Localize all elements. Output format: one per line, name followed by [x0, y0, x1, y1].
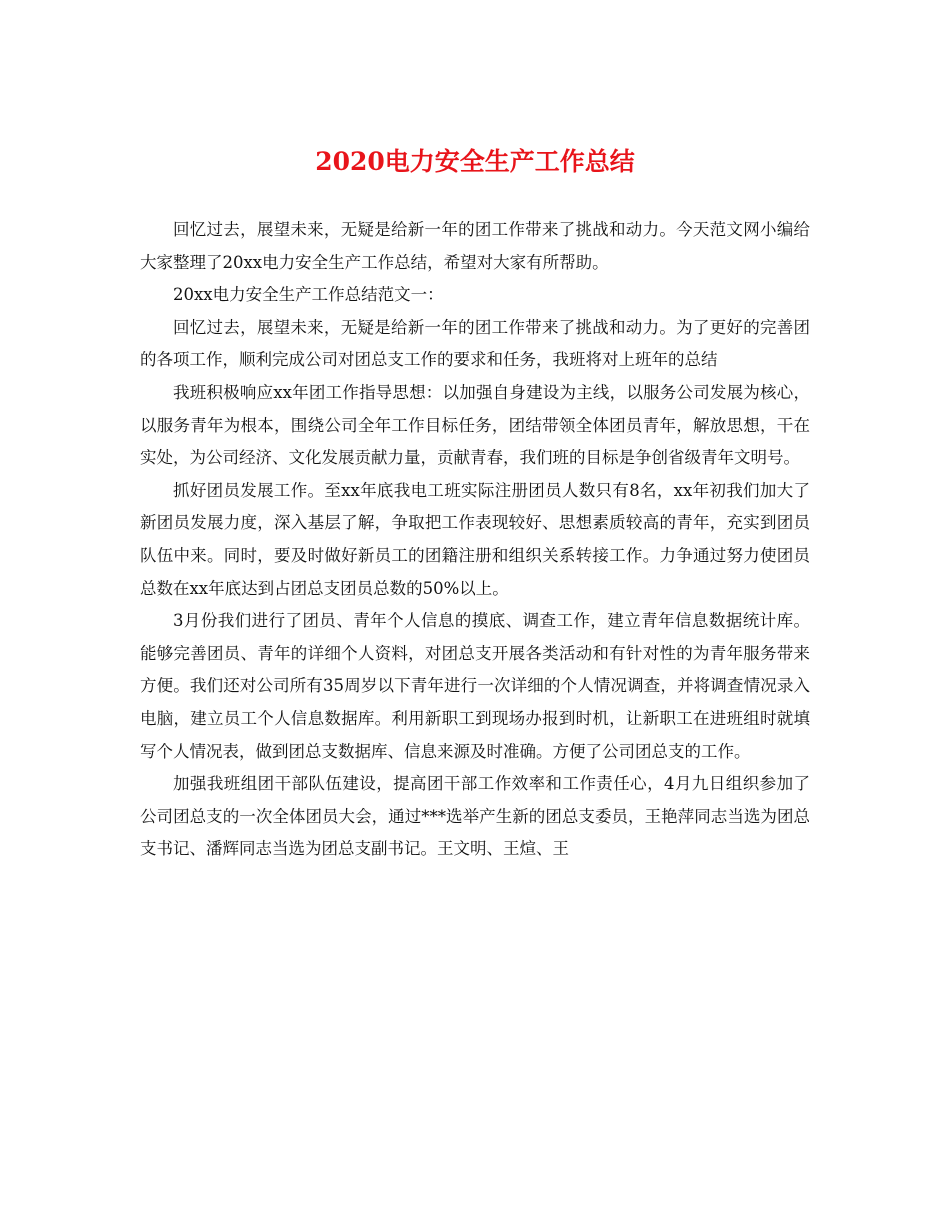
paragraph: 抓好团员发展工作。至xx年底我电工班实际注册团员人数只有8名，xx年初我们加大了新团员发展力度，深入基层了解，争取把工作表现较好、思想素质较高的青年，充实到团员队伍中来。同时，要及时做好新员工的团籍注册和组织关系转接工作。力争通过努力使团员总数在xx年底达到占团总支团员总数的50%以上。 — [140, 480, 810, 598]
paragraph: 3月份我们进行了团员、青年个人信息的摸底、调查工作，建立青年信息数据统计库。能够完善团员、青年的详细个人资料，对团总支开展各类活动和有针对性的为青年服务带来方便。我们还对公司所有35周岁以下青年进行一次详细的个人情况调查，并将调查情况录入电脑，建立员工个人信息数据库。利用新职工到现场办报到时机，让新职工在进班组时就填写个人情况表，做到团总支数据库、信息来源及时准确。方便了公司团总支的工作。 — [140, 611, 810, 761]
paragraph: 加强我班组团干部队伍建设，提高团干部工作效率和工作责任心，4月九日组织参加了公司团总支的一次全体团员大会，通过***选举产生新的团总支委员，王艳萍同志当选为团总支书记、潘辉同志当选为团总支副书记。王文明、王煊、王 — [140, 774, 810, 859]
paragraph: 回忆过去，展望未来，无疑是给新一年的团工作带来了挑战和动力。为了更好的完善团的各项工作，顺利完成公司对团总支工作的要求和任务，我班将对上班年的总结 — [140, 317, 810, 370]
paragraph: 20xx电力安全生产工作总结范文一： — [173, 285, 444, 305]
paragraph: 我班积极响应xx年团工作指导思想：以加强自身建设为主线，以服务公司发展为核心，以服务青年为根本，围绕公司全年工作目标任务，团结带领全体团员青年，解放思想，干在实处，为公司经济、文化发展贡献力量，贡献青春，我们班的目标是争创省级青年文明号。 — [140, 382, 810, 468]
paragraph: 回忆过去，展望未来，无疑是给新一年的团工作带来了挑战和动力。今天范文网小编给大家整理了20xx电力安全生产工作总结，希望对大家有所帮助。 — [140, 220, 810, 272]
document-title: 2020电力安全生产工作总结 — [315, 147, 635, 176]
document-body — [140, 214, 810, 866]
